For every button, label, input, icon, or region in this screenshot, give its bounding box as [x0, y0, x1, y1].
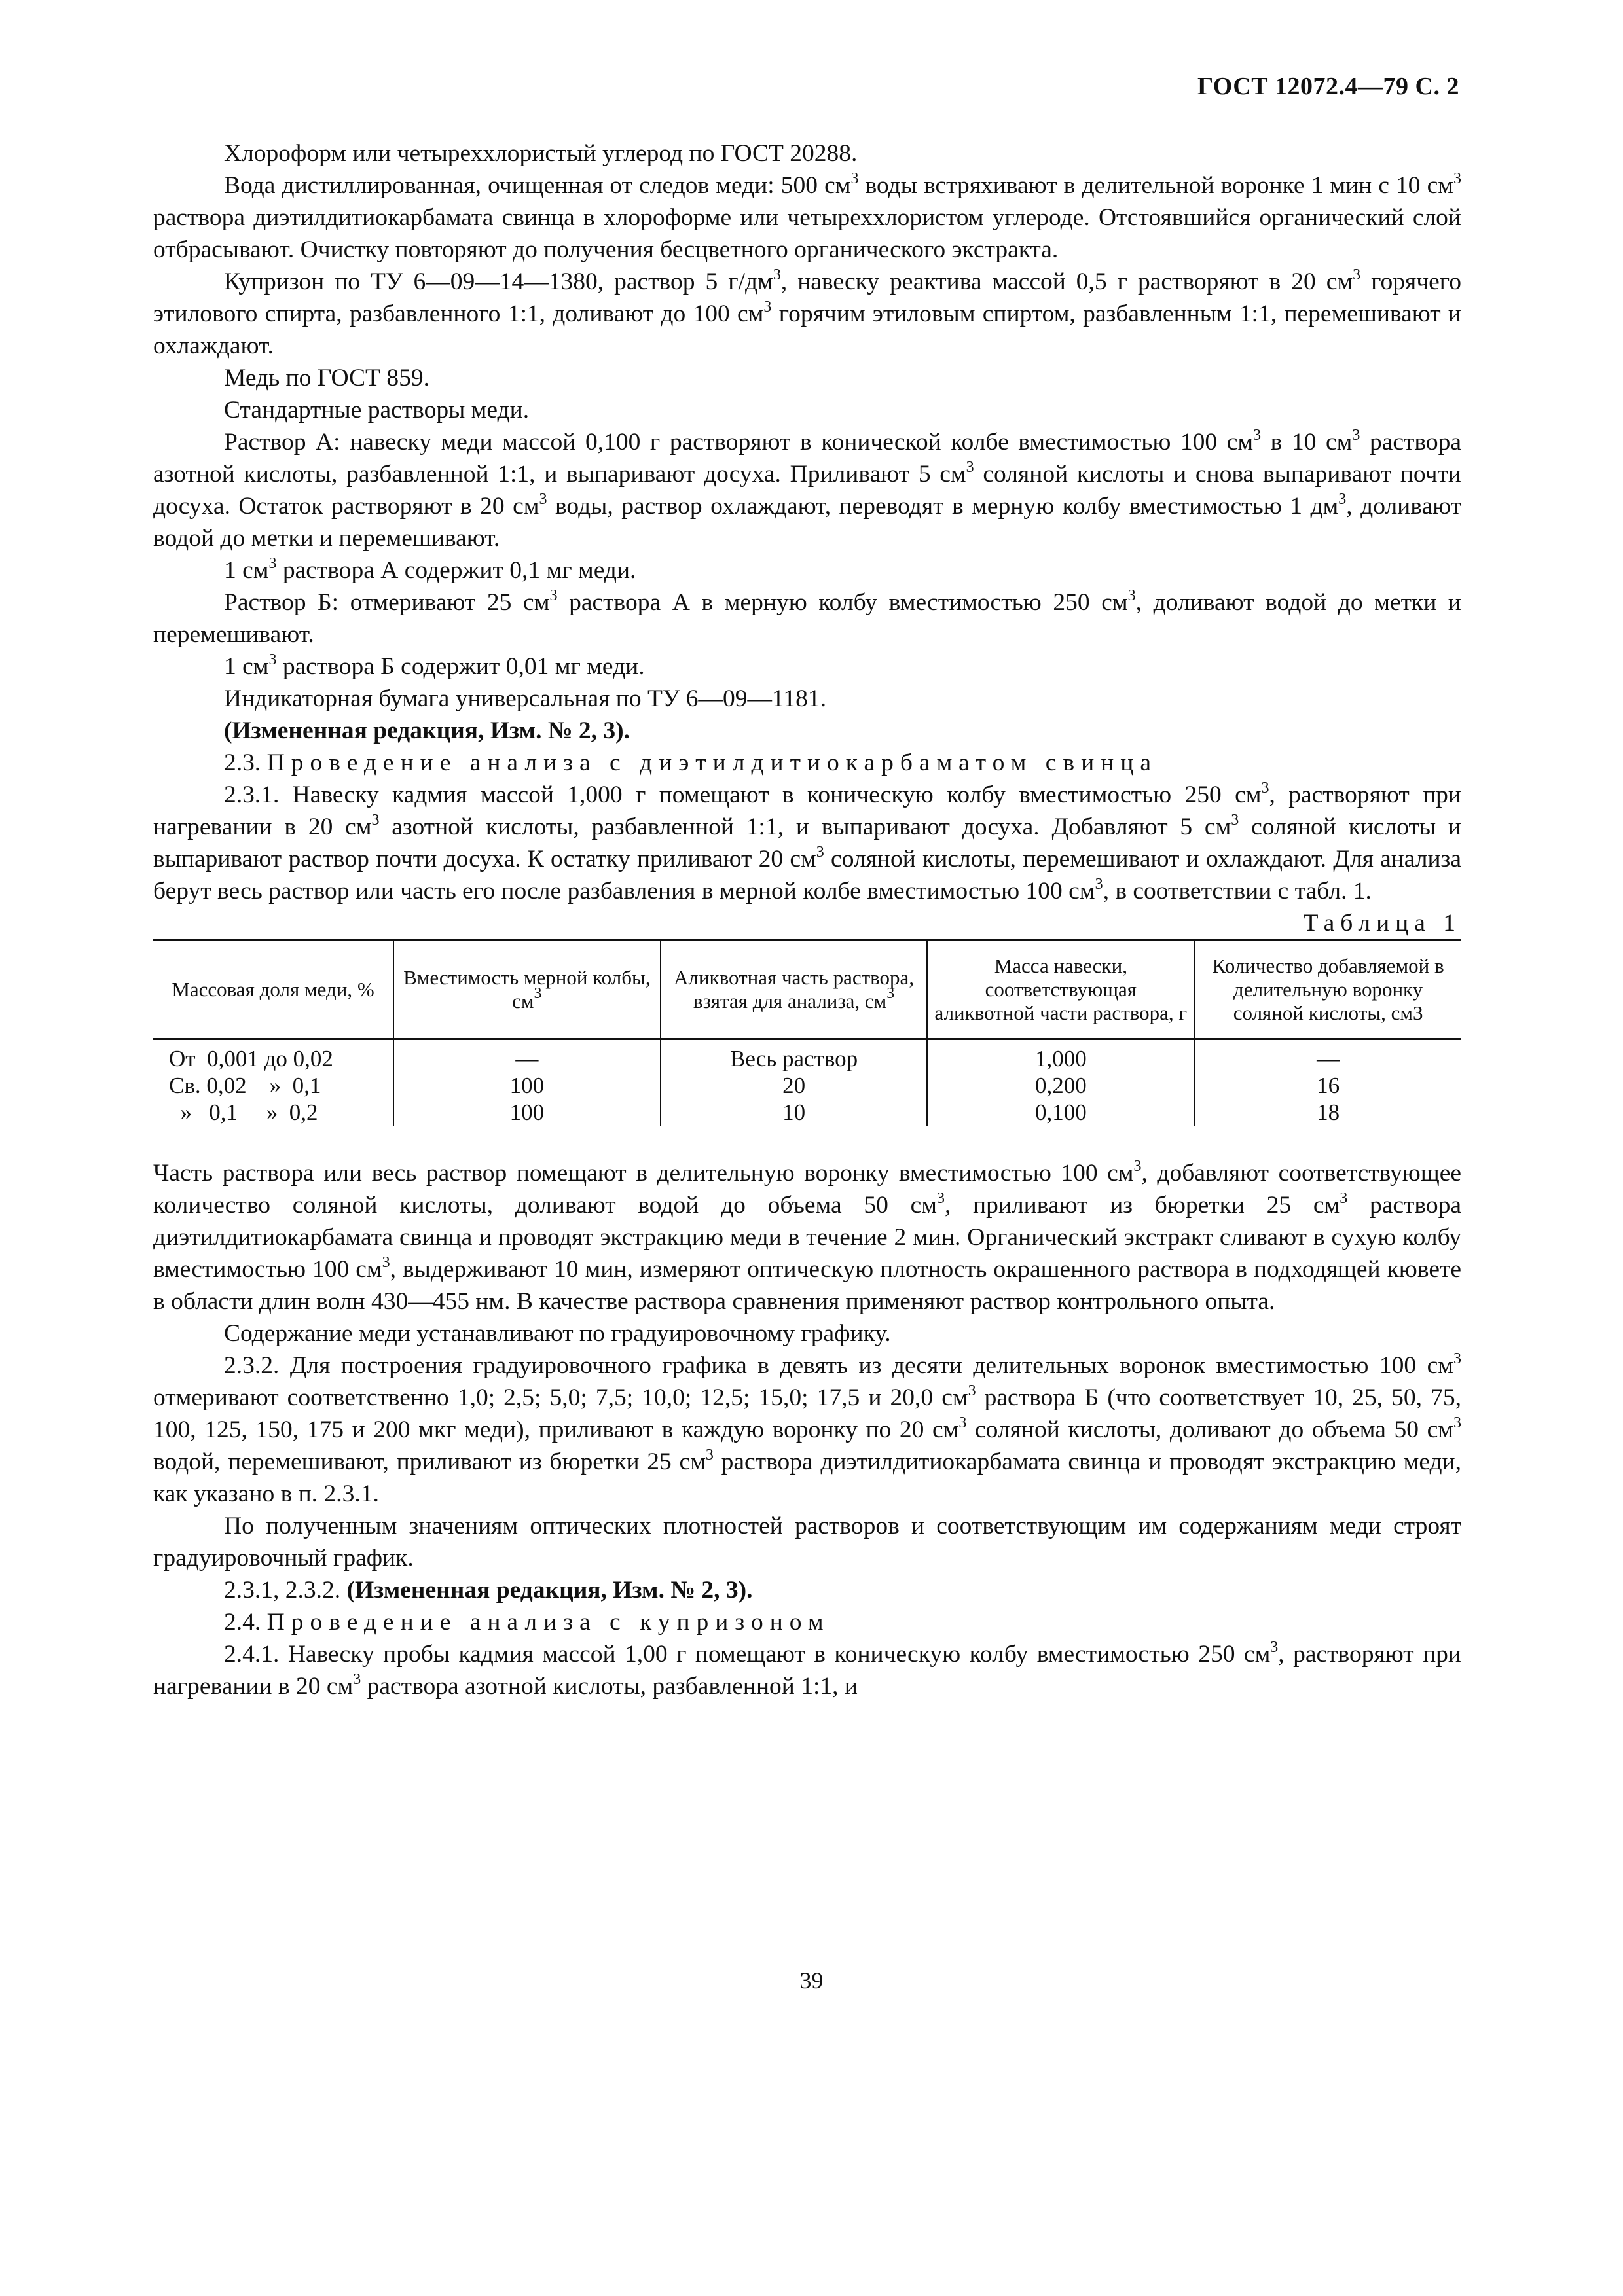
text-run: раствора Б (что соответствует 10, 25, 50, 75, 100, 125, 150, 175 и 200 мкг меди), приливают в каждую воронку по 20 см [153, 1384, 1461, 1443]
table-cell: 100 [393, 1099, 661, 1126]
superscript: 3 [1095, 876, 1103, 893]
superscript: 3 [705, 1446, 714, 1463]
superscript: 3 [382, 1254, 390, 1271]
text-run: 2.4. [224, 1609, 267, 1636]
table-cell: » 0,1 » 0,2 [169, 1100, 318, 1125]
text-run: воды, раствор охлаждают, переводят в мерную колбу вместимостью 1 дм [547, 493, 1339, 520]
table-title: Таблица 1 [1303, 910, 1461, 937]
table-row [153, 1099, 1461, 1126]
paragraph-p4 [153, 362, 1461, 394]
text-run: , навеску реактива массой 0,5 г растворяют в 20 см [780, 268, 1353, 295]
section-heading-text: Проведение анализа с купризоном [266, 1609, 830, 1636]
bold-text: (Измененная редакция, Изм. № 2, 3). [346, 1577, 753, 1604]
text-run: Вода дистиллированная, очищенная от следов меди: 500 см [224, 172, 851, 199]
table-cell: 18 [1194, 1099, 1461, 1126]
paragraph-q1 [153, 1157, 1461, 1318]
body-text [153, 137, 1461, 1702]
text-run: водой, перемешивают, приливают из бюретки 25 см [153, 1448, 706, 1475]
paragraph-q4 [153, 1510, 1461, 1574]
superscript: 3 [850, 170, 859, 187]
text-run: Раствор Б: отмеривают 25 см [224, 589, 550, 616]
text-run: , доливают водой до метки и перемешивают. [153, 493, 1461, 552]
text-run: горячего этилового спирта, разбавленного 1:1, доливают до 100 см [153, 268, 1461, 327]
column-header-2 [393, 941, 661, 1039]
text-run: , добавляют соответствующее количество соляной кислоты, доливают водой до объема 50 см [153, 1160, 1461, 1219]
text-run: соляной кислоты, доливают до объема 50 см [966, 1416, 1453, 1443]
text-run: , доливают водой до метки и перемешивают. [153, 589, 1461, 648]
paragraph-p1 [153, 137, 1461, 170]
text-run: раствора диэтилдитиокарбамата свинца и проводят экстракцию меди, как указано в п. 2.3.1. [153, 1448, 1461, 1507]
section-heading-text: Проведение анализа с диэтилдитиокарбаматом свинца [266, 749, 1158, 776]
paragraph-q5 [153, 1574, 1461, 1606]
text-run: 2.3.2. Для построения градуировочного графика в девять из десяти делительных воронок вместимостью 100 см [224, 1352, 1453, 1379]
table-row [153, 1072, 1461, 1099]
text-run: 2.3.1. Навеску кадмия массой 1,000 г помещают в коническую колбу вместимостью 250 см [224, 781, 1262, 808]
text-run: соляной кислоты и снова выпаривают почти досуха. Остаток растворяют в 20 см [153, 461, 1461, 520]
text-run: Раствор А: навеску меди массой 0,100 г растворяют в конической колбе вместимостью 100 см [224, 429, 1254, 456]
text-run: Содержание меди устанавливают по градуировочному графику. [224, 1320, 891, 1347]
superscript: 3 [968, 1382, 976, 1399]
text-run: раствора А содержит 0,1 мг меди. [276, 557, 636, 584]
superscript: 3 [1453, 1350, 1461, 1367]
text-run: раствора азотной кислоты, разбавленной 1:1, и выпаривают досуха. Приливают 5 см [153, 429, 1461, 488]
table-cell: 0,100 [927, 1099, 1194, 1126]
text-run: воды встряхивают в делительной воронке 1 мин с 10 см [858, 172, 1453, 199]
paragraph-p11 [153, 715, 1461, 747]
paragraph-q6 [153, 1606, 1461, 1638]
table-cell: 100 [393, 1072, 661, 1099]
text-run: 2.4.1. Навеску пробы кадмия массой 1,00 г помещают в коническую колбу вместимостью 250 см [224, 1641, 1271, 1668]
paragraph-p2 [153, 170, 1461, 266]
text-run: Медь по ГОСТ 859. [224, 365, 429, 391]
paragraph-p8 [153, 586, 1461, 651]
superscript: 3 [1270, 1639, 1279, 1656]
text-run: горячим этиловым спиртом, разбавленным 1:1, перемешивают и охлаждают. [153, 300, 1461, 359]
table-cell: 10 [661, 1099, 928, 1126]
superscript: 3 [549, 587, 558, 604]
column-header-4 [927, 941, 1194, 1039]
text-run: раствора диэтилдитиокарбамата свинца в хлороформе или четыреххлористом углероде. Отстоявшийся органический слой отбрасывают. Очистку повторяют до получения бесцветного органического экстракта. [153, 204, 1461, 263]
text-run: Количество добавляемой в делительную воронку соляной кислоты, см3 [1212, 954, 1444, 1024]
text-run: отмеривают соответственно 1,0; 2,5; 5,0; 7,5; 10,0; 12,5; 15,0; 17,5 и 20,0 см [153, 1384, 968, 1411]
superscript: 3 [1453, 170, 1461, 187]
text-run: 2.3.1, 2.3.2. [224, 1577, 347, 1604]
superscript: 3 [1231, 812, 1239, 829]
paragraph-p13 [153, 779, 1461, 907]
superscript: 3 [1453, 1414, 1461, 1431]
table-cell: Весь раствор [661, 1039, 928, 1073]
text-run: Хлороформ или четыреххлористый углерод по ГОСТ 20288. [224, 140, 858, 167]
paragraph-q7 [153, 1638, 1461, 1702]
text-run: Индикаторная бумага универсальная по ТУ 6—09—1181. [224, 685, 827, 712]
text-run: , растворяют при нагревании в 20 см [153, 781, 1462, 840]
text-run: , выдерживают 10 мин, измеряют оптическую плотность окрашенного раствора в подходящей кювете в области длин волн 430—455 нм. В качестве раствора сравнения применяют раствор контрольного опыта. [153, 1256, 1461, 1315]
table-row [153, 1039, 1461, 1073]
superscript: 3 [958, 1414, 967, 1431]
paragraph-q2 [153, 1318, 1461, 1350]
table-cell: 20 [661, 1072, 928, 1099]
text-run: , приливают из бюретки 25 см [944, 1192, 1340, 1219]
superscript: 3 [1133, 1158, 1142, 1175]
text-run: раствора А в мерную колбу вместимостью 250 см [557, 589, 1128, 616]
column-header-5 [1194, 941, 1461, 1039]
text-run: раствора Б содержит 0,01 мг меди. [276, 653, 645, 680]
text-run: Массовая доля меди, % [172, 978, 374, 1001]
column-header-3 [661, 941, 928, 1039]
paragraph-p12 [153, 747, 1461, 779]
text-run: , растворяют при нагревании в 20 см [153, 1641, 1461, 1700]
text-run: соляной кислоты, перемешивают и охлаждают. Для анализа берут весь раствор или часть его после разбавления в мерной колбе вместимостью 100 см [153, 846, 1462, 905]
text-run: Купризон по ТУ 6—09—14—1380, раствор 5 г/дм [224, 268, 773, 295]
paragraph-p6 [153, 426, 1461, 554]
superscript: 3 [936, 1190, 945, 1207]
table-cell: — [393, 1039, 661, 1073]
paragraphs-top [153, 137, 1461, 907]
table-cell: — [1194, 1039, 1461, 1073]
table-cell: 1,000 [927, 1039, 1194, 1073]
text-run: Аликвотная часть раствора, взятая для анализа, см [674, 966, 915, 1013]
superscript: 3 [966, 459, 974, 476]
bold-text: (Измененная редакция, Изм. № 2, 3). [224, 717, 630, 744]
superscript: 3 [763, 298, 772, 315]
text-run: соляной кислоты и выпаривают раствор почти досуха. К остатку приливают 20 см [153, 814, 1461, 872]
superscript: 3 [371, 812, 380, 829]
superscript: 3 [816, 844, 824, 861]
table-cell: 16 [1194, 1072, 1461, 1099]
document-header: ГОСТ 12072.4—79 С. 2 [1197, 73, 1459, 100]
text-run: 1 см [224, 557, 269, 584]
text-run: раствора диэтилдитиокарбамата свинца и проводят экстракцию меди в течение 2 мин. Органический экстракт сливают в сухую колбу вместимостью 100 см [153, 1192, 1461, 1283]
text-run: Вместимость мерной колбы, см [403, 966, 651, 1013]
superscript: 3 [268, 651, 277, 668]
text-run: Масса навески, соответствующая аликвотной части раствора, г [934, 954, 1188, 1024]
table-cell: Св. 0,02 » 0,1 [169, 1073, 321, 1098]
superscript: 3 [1352, 427, 1360, 444]
paragraph-p9 [153, 651, 1461, 683]
text-run: Часть раствора или весь раствор помещают в делительную воронку вместимостью 100 см [153, 1160, 1134, 1187]
paragraph-q3 [153, 1350, 1461, 1510]
table-header-row [153, 941, 1461, 1039]
copper-table [153, 939, 1461, 1126]
superscript: 3 [773, 266, 781, 283]
text-run: 2.3. [224, 749, 267, 776]
superscript: 3 [1261, 780, 1269, 797]
paragraph-p7 [153, 554, 1461, 586]
text-run: , в соответствии с табл. 1. [1103, 878, 1372, 905]
text-run: в 10 см [1261, 429, 1353, 456]
superscript: 3 [539, 491, 547, 508]
paragraph-p3 [153, 266, 1461, 362]
superscript: 3 [534, 985, 542, 1002]
text-run: Стандартные растворы меди. [224, 397, 530, 423]
text-run: По полученным значениям оптических плотностей растворов и соответствующим им содержаниям меди строят градуировочный график. [153, 1513, 1461, 1571]
page-number: 39 [799, 1967, 824, 1994]
text-run: раствора азотной кислоты, разбавленной 1:1, и [361, 1673, 858, 1700]
paragraph-p5 [153, 394, 1461, 426]
text-run: 1 см [224, 653, 269, 680]
paragraph-p10 [153, 683, 1461, 715]
superscript: 3 [1353, 266, 1361, 283]
column-header-1 [153, 941, 393, 1039]
paragraphs-bottom [153, 1157, 1461, 1702]
superscript: 3 [1127, 587, 1136, 604]
table-cell: От 0,001 до 0,02 [169, 1046, 333, 1071]
superscript: 3 [353, 1671, 361, 1688]
superscript: 3 [268, 555, 277, 572]
table-cell: 0,200 [927, 1072, 1194, 1099]
table-body [153, 1039, 1461, 1126]
superscript: 3 [1338, 491, 1347, 508]
text-run: азотной кислоты, разбавленной 1:1, и выпаривают досуха. Добавляют 5 см [379, 814, 1231, 840]
superscript: 3 [1340, 1190, 1348, 1207]
superscript: 3 [886, 985, 895, 1002]
table-header [153, 941, 1461, 1039]
superscript: 3 [1253, 427, 1262, 444]
